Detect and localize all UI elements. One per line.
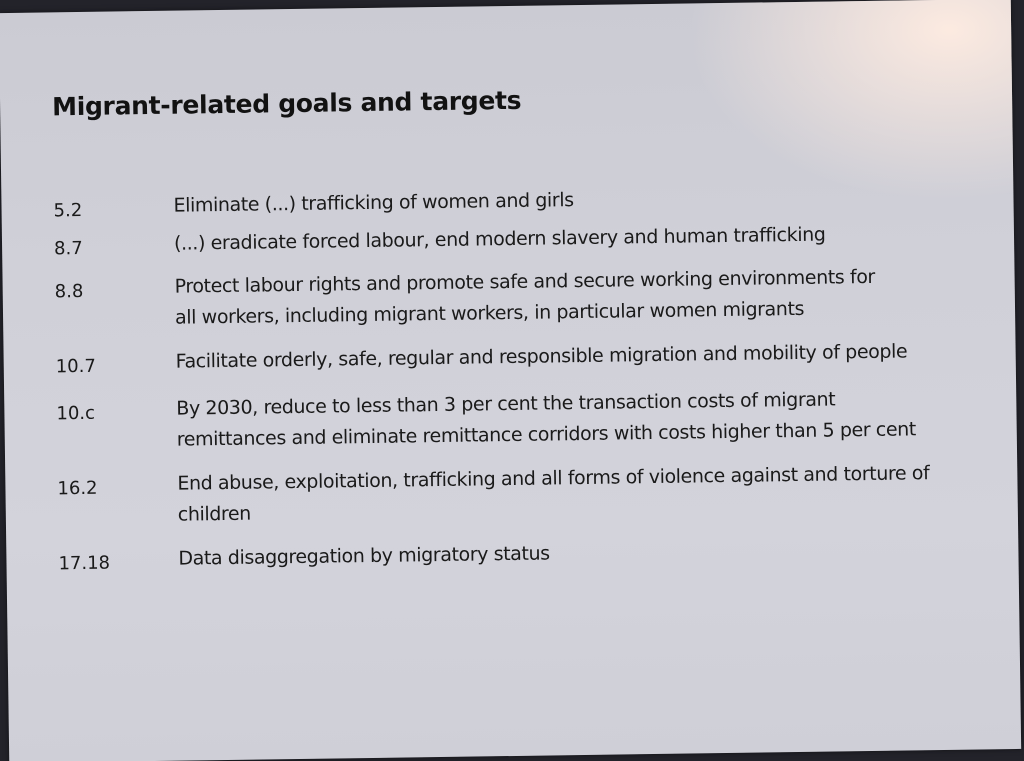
target-text: Eliminate (...) trafficking of women and girls	[173, 189, 574, 217]
target-code: 17.18	[58, 552, 111, 575]
target-code: 16.2	[57, 477, 98, 500]
target-row	[56, 383, 957, 458]
targets-list	[53, 180, 958, 580]
target-text: Facilitate orderly, safe, regular and responsible migration and mobility of people	[175, 340, 908, 373]
target-text: Data disaggregation by migratory status	[178, 542, 550, 570]
target-row	[57, 458, 958, 533]
target-row	[54, 261, 955, 336]
target-code: 8.7	[53, 237, 83, 260]
target-code: 8.8	[54, 280, 84, 303]
target-row	[58, 533, 958, 580]
target-text: Protect labour rights and promote safe and secure working environments for all workers, including migrant workers, in particular women migrants	[174, 265, 876, 329]
target-code: 10.c	[56, 402, 96, 425]
target-text: End abuse, exploitation, trafficking and all forms of violence against and torture of children	[177, 462, 930, 526]
target-text: By 2030, reduce to less than 3 per cent the transaction costs of migrant remittances and eliminate remittance corridors with costs higher than 5 per cent	[176, 388, 917, 451]
target-text: (...) eradicate forced labour, end modern slavery and human trafficking	[173, 223, 826, 255]
slide-title: Migrant-related goals and targets	[51, 85, 522, 122]
target-code: 10.7	[55, 355, 96, 378]
target-code: 5.2	[53, 199, 83, 222]
target-row	[54, 218, 954, 265]
target-row	[55, 336, 955, 383]
